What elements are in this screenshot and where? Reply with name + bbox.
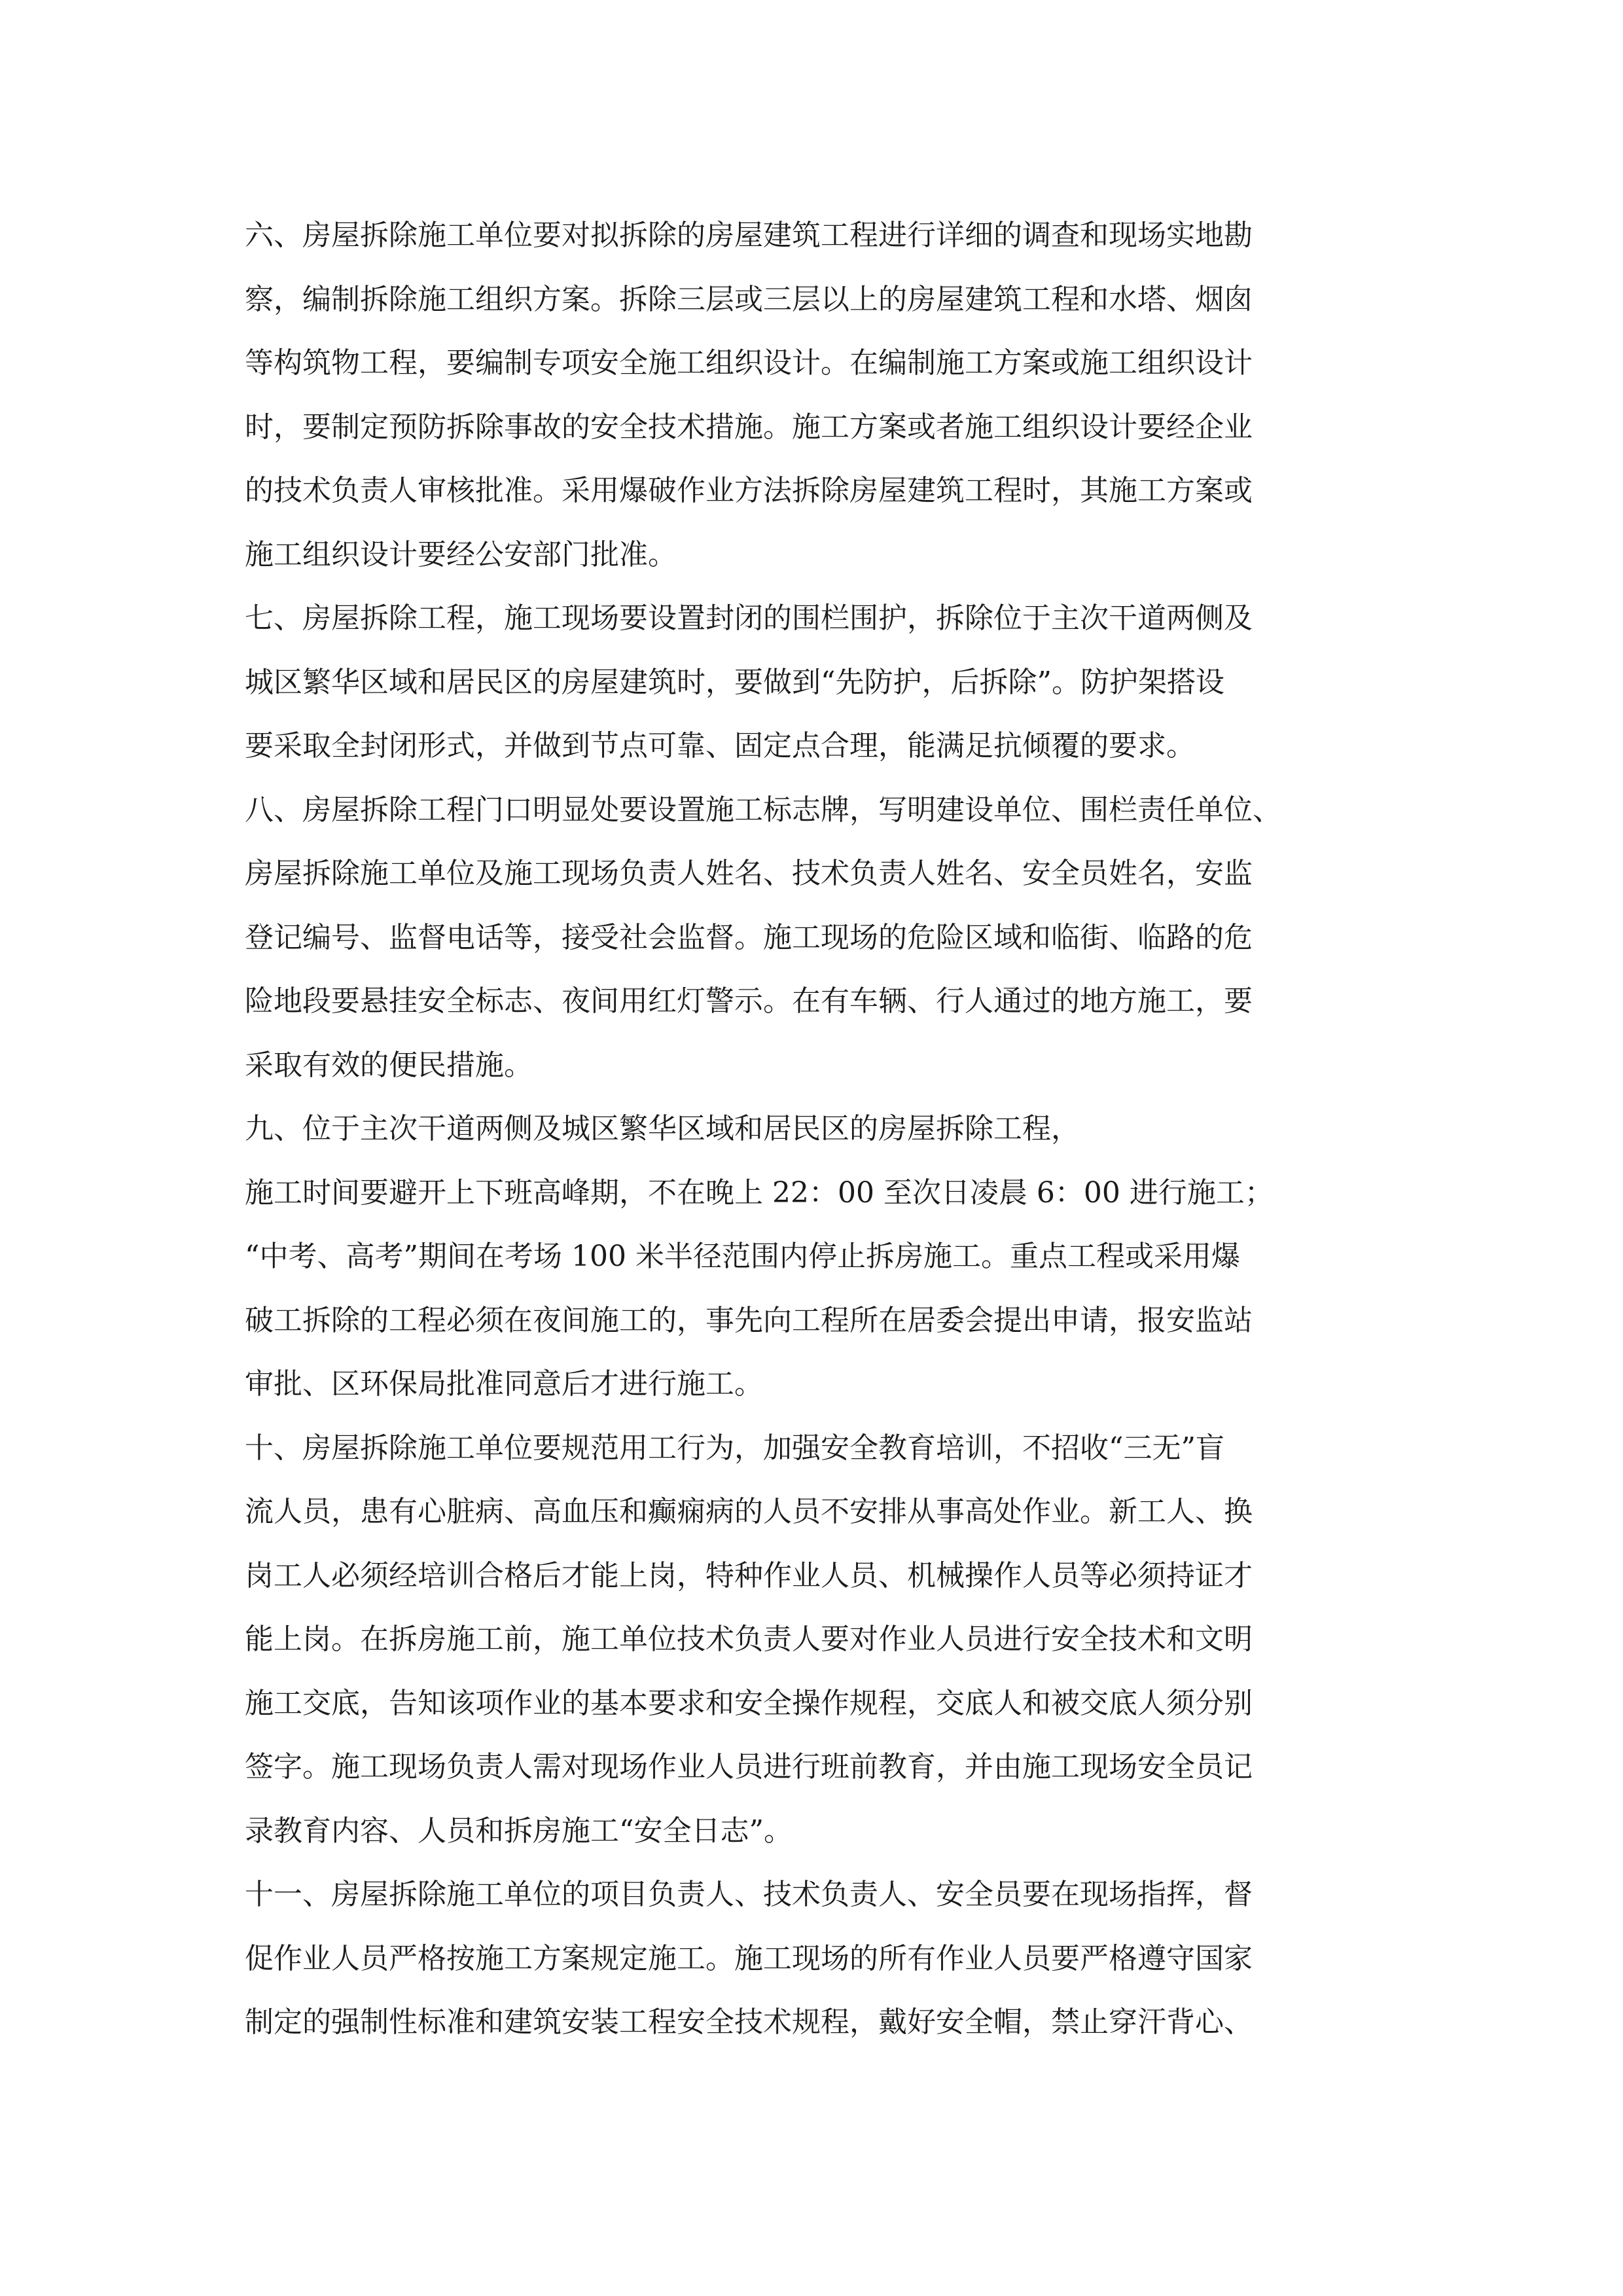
body-text-line: 等构筑物工程，要编制专项安全施工组织设计。在编制施工方案或施工组织设计: [245, 346, 1253, 380]
body-text-line: 察，编制拆除施工组织方案。拆除三层或三层以上的房屋建筑工程和水塔、烟囱: [245, 282, 1253, 316]
body-text-line: 制定的强制性标准和建筑安装工程安全技术规程，戴好安全帽，禁止穿汗背心、: [245, 2005, 1253, 2039]
body-text-line: 八、房屋拆除工程门口明显处要设置施工标志牌，写明建设单位、围栏责任单位、: [245, 793, 1281, 827]
body-text-line: 险地段要悬挂安全标志、夜间用红灯警示。在有车辆、行人通过的地方施工，要: [245, 984, 1253, 1018]
body-text-line: 施工组织设计要经公安部门批准。: [245, 537, 677, 571]
body-text-line: 七、房屋拆除工程，施工现场要设置封闭的围栏围护，拆除位于主次干道两侧及: [245, 601, 1253, 635]
document-body-text: [245, 204, 1390, 2054]
body-text-line: 六、房屋拆除施工单位要对拟拆除的房屋建筑工程进行详细的调查和现场实地勘: [245, 219, 1253, 252]
body-text-line: 施工交底，告知该项作业的基本要求和安全操作规程，交底人和被交底人须分别: [245, 1686, 1253, 1720]
body-text-line: 登记编号、监督电话等，接受社会监督。施工现场的危险区域和临街、临路的危: [245, 920, 1253, 954]
body-text-line: 岗工人必须经培训合格后才能上岗，特种作业人员、机械操作人员等必须持证才: [245, 1558, 1253, 1592]
body-text-line: 九、位于主次干道两侧及城区繁华区域和居民区的房屋拆除工程，: [245, 1112, 1080, 1145]
body-text-line: 要采取全封闭形式，并做到节点可靠、固定点合理，能满足抗倾覆的要求。: [245, 729, 1195, 762]
body-text-line: 破工拆除的工程必须在夜间施工的，事先向工程所在居委会提出申请，报安监站: [245, 1303, 1253, 1337]
body-text-line: 流人员，患有心脏病、高血压和癫痫病的人员不安排从事高处作业。新工人、换: [245, 1495, 1253, 1528]
body-text-line: 录教育内容、人员和拆房施工“安全日志”。: [245, 1814, 793, 1848]
body-text-line: 采取有效的便民措施。: [245, 1048, 533, 1082]
body-text-line: 时，要制定预防拆除事故的安全技术措施。施工方案或者施工组织设计要经企业: [245, 410, 1253, 444]
body-text-line: 签字。施工现场负责人需对现场作业人员进行班前教育，并由施工现场安全员记: [245, 1750, 1253, 1784]
body-text-line: 十、房屋拆除施工单位要规范用工行为，加强安全教育培训，不招收“三无”盲: [245, 1431, 1224, 1465]
body-text-line: “中考、高考”期间在考场 100 米半径范围内停止拆房施工。重点工程或采用爆: [245, 1240, 1240, 1273]
body-text-line: 的技术负责人审核批准。采用爆破作业方法拆除房屋建筑工程时，其施工方案或: [245, 474, 1253, 507]
body-text-line: 能上岗。在拆房施工前，施工单位技术负责人要对作业人员进行安全技术和文明: [245, 1623, 1253, 1656]
body-text-line: 十一、房屋拆除施工单位的项目负责人、技术负责人、安全员要在现场指挥，督: [245, 1878, 1253, 1911]
body-text-line: 审批、区环保局批准同意后才进行施工。: [245, 1367, 763, 1401]
body-text-line: 促作业人员严格按施工方案规定施工。施工现场的所有作业人员要严格遵守国家: [245, 1941, 1253, 1975]
body-text-line: 城区繁华区域和居民区的房屋建筑时，要做到“先防护，后拆除”。防护架搭设: [245, 665, 1224, 699]
body-text-line: 房屋拆除施工单位及施工现场负责人姓名、技术负责人姓名、安全员姓名，安监: [245, 857, 1253, 890]
body-text-line: 施工时间要避开上下班高峰期，不在晚上 22：00 至次日凌晨 6：00 进行施工；: [245, 1175, 1274, 1210]
